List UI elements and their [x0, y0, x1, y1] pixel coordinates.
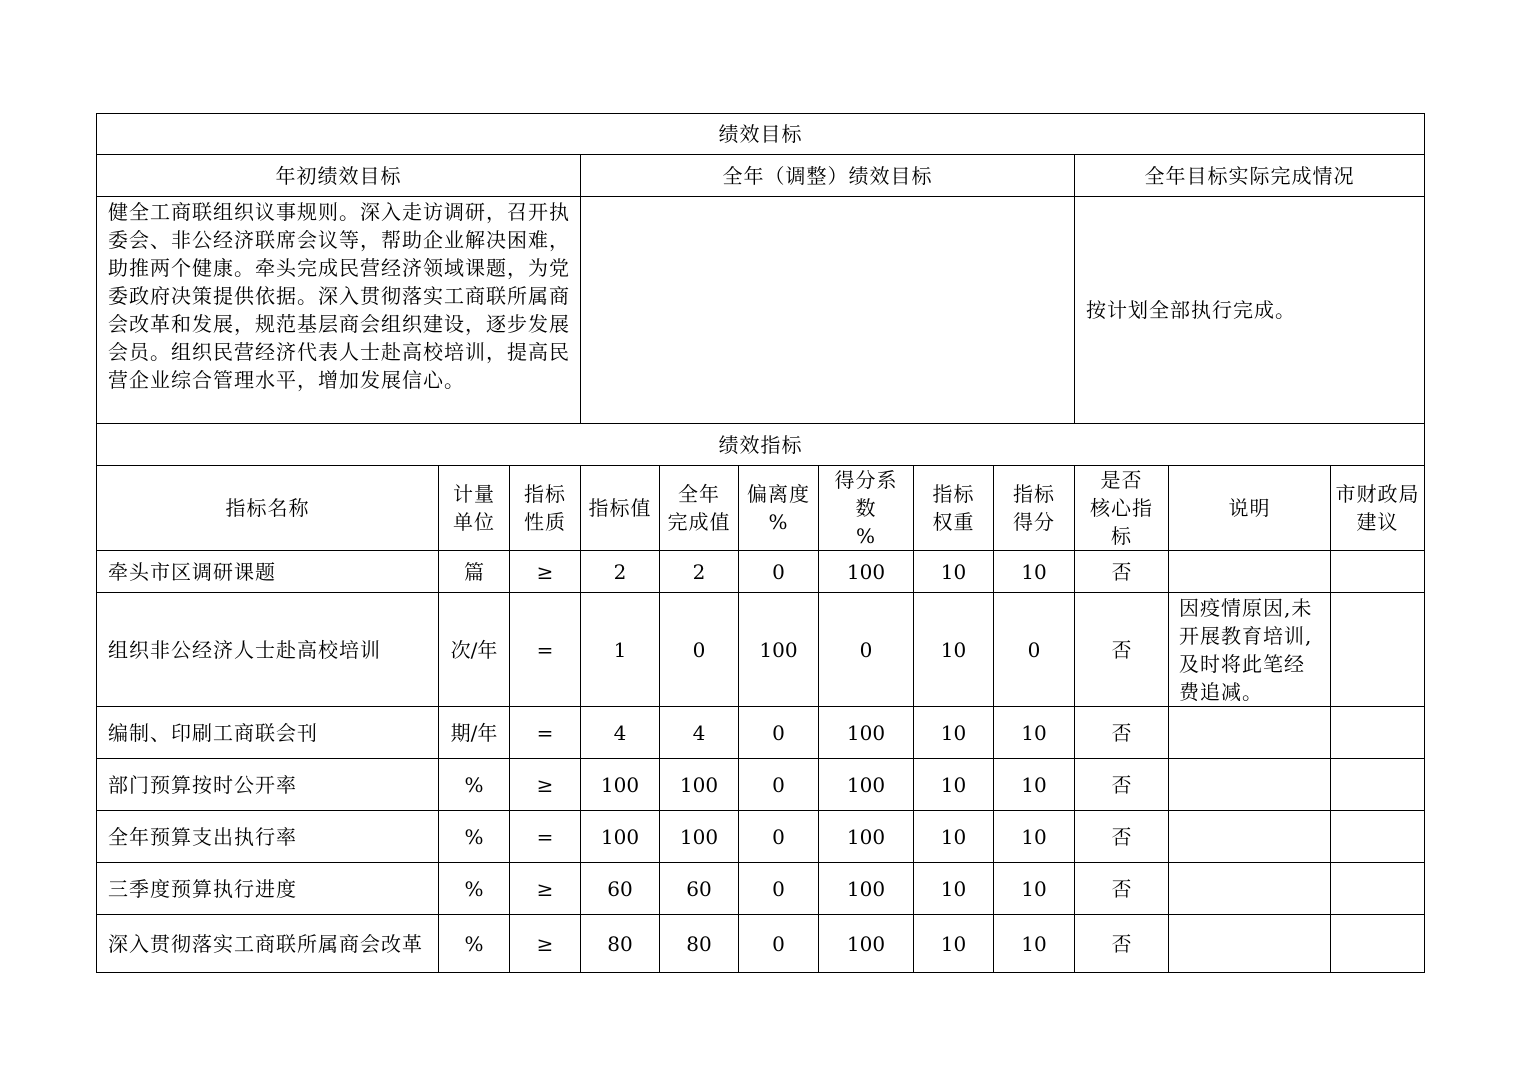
indicator-deviation: 0: [739, 811, 819, 863]
col-header-coefficient: 得分系数 %: [819, 466, 914, 551]
indicator-note: [1169, 915, 1331, 973]
indicator-advice: [1331, 593, 1425, 707]
col-header-name: 指标名称: [97, 466, 439, 551]
table-row: [97, 707, 1425, 759]
indicator-core: 否: [1075, 759, 1169, 811]
col-header-target: 指标值: [581, 466, 660, 551]
indicator-coefficient: 100: [819, 811, 914, 863]
col-header-unit: 计量 单位: [439, 466, 510, 551]
indicator-weight: 10: [914, 863, 994, 915]
col-header-deviation: 偏离度 %: [739, 466, 819, 551]
indicator-advice: [1331, 759, 1425, 811]
header-actual-completion: 全年目标实际完成情况: [1075, 155, 1425, 197]
indicator-done: 0: [660, 593, 739, 707]
indicator-name: 编制、印刷工商联会刊: [97, 707, 439, 759]
indicator-deviation: 0: [739, 915, 819, 973]
indicator-unit: %: [439, 863, 510, 915]
indicator-coefficient: 100: [819, 759, 914, 811]
indicator-name: 部门预算按时公开率: [97, 759, 439, 811]
indicator-done: 100: [660, 811, 739, 863]
indicator-advice: [1331, 811, 1425, 863]
indicator-core: 否: [1075, 593, 1169, 707]
indicator-target: 60: [581, 863, 660, 915]
indicator-weight: 10: [914, 551, 994, 593]
indicator-coefficient: 100: [819, 863, 914, 915]
table-row: [97, 811, 1425, 863]
indicator-unit: 篇: [439, 551, 510, 593]
col-header-nature: 指标 性质: [510, 466, 581, 551]
indicator-core: 否: [1075, 915, 1169, 973]
indicator-note: [1169, 863, 1331, 915]
indicator-score: 10: [994, 915, 1075, 973]
table-row: [97, 759, 1425, 811]
indicator-note: [1169, 551, 1331, 593]
indicator-target: 100: [581, 811, 660, 863]
indicator-core: 否: [1075, 707, 1169, 759]
indicator-done: 2: [660, 551, 739, 593]
indicator-coefficient: 100: [819, 915, 914, 973]
indicator-core: 否: [1075, 551, 1169, 593]
indicator-weight: 10: [914, 915, 994, 973]
indicator-target: 4: [581, 707, 660, 759]
indicator-nature: =: [510, 811, 581, 863]
indicator-done: 60: [660, 863, 739, 915]
indicator-score: 10: [994, 811, 1075, 863]
indicator-deviation: 0: [739, 759, 819, 811]
indicator-target: 2: [581, 551, 660, 593]
adjusted-goal-text: [581, 197, 1075, 424]
indicator-target: 80: [581, 915, 660, 973]
actual-completion-text: 按计划全部执行完成。: [1075, 197, 1425, 424]
indicator-name: 全年预算支出执行率: [97, 811, 439, 863]
header-initial-goal: 年初绩效目标: [97, 155, 581, 197]
indicator-nature: ≥: [510, 551, 581, 593]
col-header-advice: 市财政局 建议: [1331, 466, 1425, 551]
performance-table: [96, 113, 1425, 973]
table-row: [97, 863, 1425, 915]
indicator-done: 80: [660, 915, 739, 973]
indicator-nature: =: [510, 707, 581, 759]
indicator-coefficient: 0: [819, 593, 914, 707]
indicator-weight: 10: [914, 593, 994, 707]
indicator-weight: 10: [914, 811, 994, 863]
indicator-name: 组织非公经济人士赴高校培训: [97, 593, 439, 707]
indicator-unit: %: [439, 759, 510, 811]
indicator-advice: [1331, 863, 1425, 915]
indicator-name: 深入贯彻落实工商联所属商会改革: [97, 915, 439, 973]
col-header-score: 指标 得分: [994, 466, 1075, 551]
indicator-nature: ≥: [510, 863, 581, 915]
initial-goal-text: 健全工商联组织议事规则。深入走访调研，召开执委会、非公经济联席会议等，帮助企业解决困难，助推两个健康。牵头完成民营经济领域课题，为党委政府决策提供依据。深入贯彻落实工商联所属商会改革和发展，规范基层商会组织建设，逐步发展会员。组织民营经济代表人士赴高校培训，提高民营企业综合管理水平，增加发展信心。: [97, 197, 581, 424]
indicator-score: 10: [994, 707, 1075, 759]
table-row: [97, 551, 1425, 593]
col-header-weight: 指标 权重: [914, 466, 994, 551]
indicator-score: 10: [994, 863, 1075, 915]
indicator-unit: 次/年: [439, 593, 510, 707]
indicator-unit: 期/年: [439, 707, 510, 759]
indicator-unit: %: [439, 915, 510, 973]
indicator-advice: [1331, 915, 1425, 973]
indicator-name: 牵头市区调研课题: [97, 551, 439, 593]
indicator-advice: [1331, 707, 1425, 759]
indicator-target: 100: [581, 759, 660, 811]
performance-goals-title: 绩效目标: [97, 114, 1425, 155]
indicator-nature: ≥: [510, 915, 581, 973]
indicator-deviation: 0: [739, 551, 819, 593]
indicator-deviation: 100: [739, 593, 819, 707]
indicator-unit: %: [439, 811, 510, 863]
table-row: [97, 593, 1425, 707]
indicator-coefficient: 100: [819, 551, 914, 593]
indicator-coefficient: 100: [819, 707, 914, 759]
header-adjusted-goal: 全年（调整）绩效目标: [581, 155, 1075, 197]
indicator-nature: =: [510, 593, 581, 707]
indicator-target: 1: [581, 593, 660, 707]
indicator-done: 100: [660, 759, 739, 811]
indicator-score: 10: [994, 551, 1075, 593]
indicator-weight: 10: [914, 759, 994, 811]
indicator-note: [1169, 759, 1331, 811]
indicator-core: 否: [1075, 863, 1169, 915]
indicator-nature: ≥: [510, 759, 581, 811]
indicator-core: 否: [1075, 811, 1169, 863]
indicator-weight: 10: [914, 707, 994, 759]
indicator-advice: [1331, 551, 1425, 593]
table-row: [97, 915, 1425, 973]
indicator-note: [1169, 811, 1331, 863]
indicator-deviation: 0: [739, 707, 819, 759]
col-header-core: 是否 核心指标: [1075, 466, 1169, 551]
indicator-note: [1169, 707, 1331, 759]
indicator-score: 10: [994, 759, 1075, 811]
indicator-deviation: 0: [739, 863, 819, 915]
indicator-name: 三季度预算执行进度: [97, 863, 439, 915]
col-header-done: 全年 完成值: [660, 466, 739, 551]
indicator-done: 4: [660, 707, 739, 759]
indicator-score: 0: [994, 593, 1075, 707]
col-header-note: 说明: [1169, 466, 1331, 551]
performance-indicators-title: 绩效指标: [97, 424, 1425, 466]
indicator-note: 因疫情原因,未开展教育培训,及时将此笔经费追减。: [1169, 593, 1331, 707]
